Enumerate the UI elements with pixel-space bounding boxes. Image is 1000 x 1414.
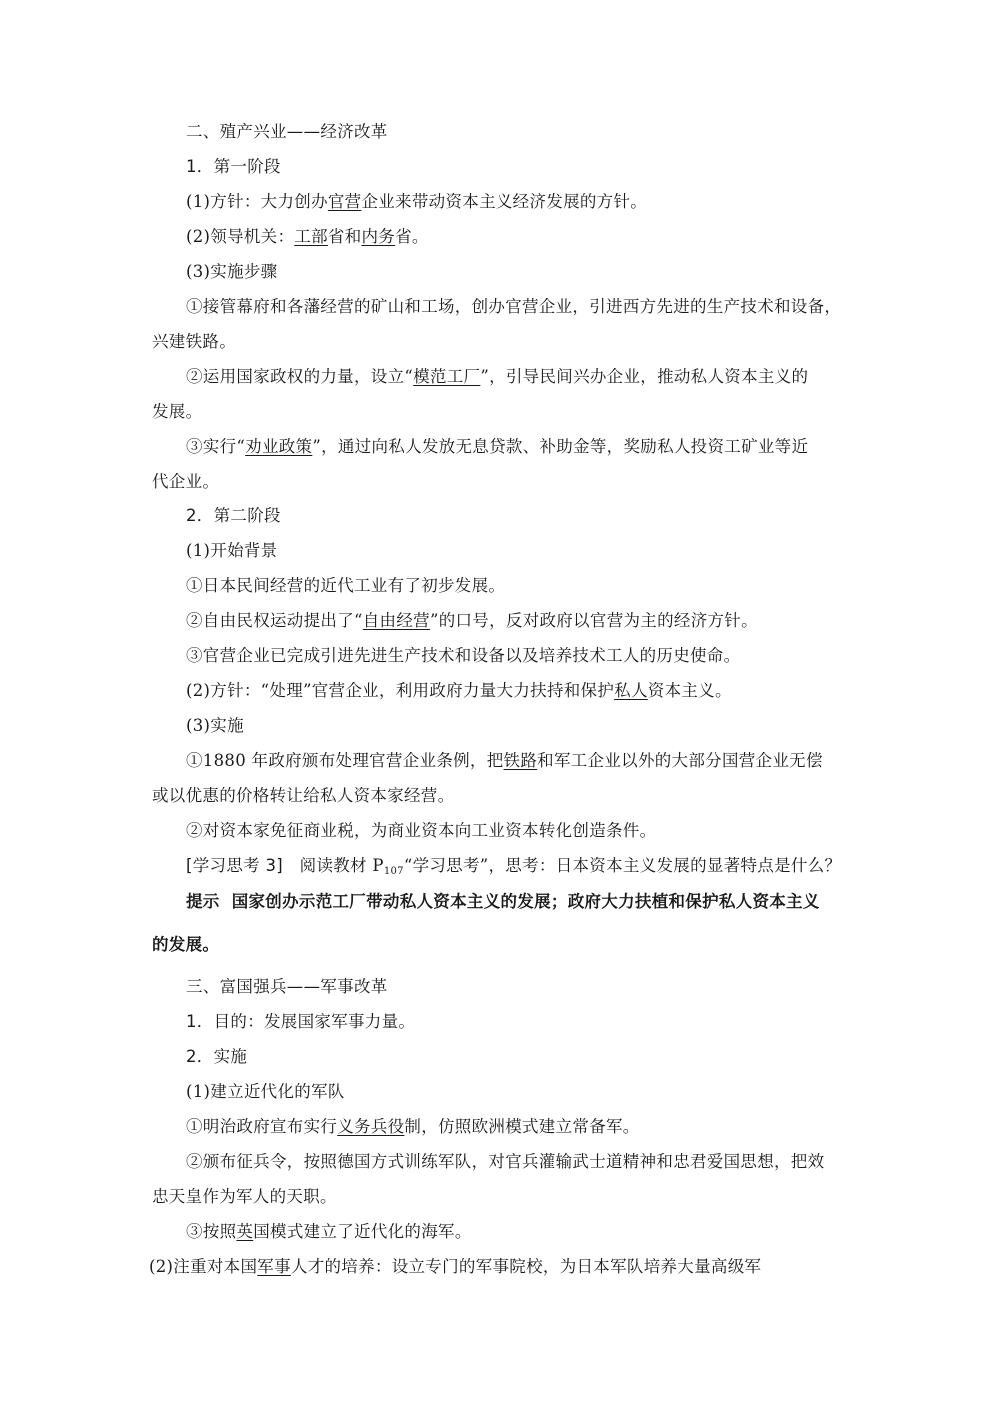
stage1-organization <box>186 226 886 248</box>
text: ”的口号，反对政府以官营为主的经济方针。 <box>429 611 758 630</box>
goal-label: 1．目的： <box>186 1012 264 1031</box>
text: (1)方针：大力创办 <box>186 192 328 211</box>
section-title-military-reform: 三、富国强兵——军事改革 <box>186 977 388 996</box>
army-item-2-line1: ②颁布征兵令，按照德国方式训练军队，对官兵灌输武士道精神和忠君爱国思想，把效 <box>186 1152 825 1171</box>
text: 省和 <box>327 227 362 246</box>
underlined-term: 私人 <box>614 681 648 700</box>
text: 和军工企业以外的大部分国营企业无偿 <box>537 751 823 770</box>
stage1-step2-line1 <box>186 366 886 388</box>
stage1-step1-line2: 兴建铁路。 <box>152 332 236 351</box>
text: ③实行“ <box>186 437 246 456</box>
study-question-label: [学习思考 3] <box>186 856 284 875</box>
stage1-title: 1．第一阶段 <box>186 157 281 176</box>
stage2-background-3: ③官营企业已完成引进先进生产技术和设备以及培养技术工人的历史使命。 <box>186 646 741 665</box>
page-number: 107 <box>383 866 404 877</box>
hint-label: 提示 <box>186 892 220 911</box>
stage2-background-title: (1)开始背景 <box>186 541 278 560</box>
text: 阅读教材 P <box>299 856 384 875</box>
text: 国模式建立了近代化的海军。 <box>253 1222 472 1241</box>
stage1-step3-line2: 代企业。 <box>152 472 220 491</box>
text: ”，引导民间兴办企业，推动私人资本主义的 <box>480 367 809 386</box>
stage1-step2-line2: 发展。 <box>152 402 203 421</box>
underlined-term: 英 <box>236 1222 254 1241</box>
text: 发展国家军事力量。 <box>264 1012 416 1031</box>
hint-line1 <box>186 891 886 913</box>
text: “学习思考”，思考：日本资本主义发展的显著特点是什么？ <box>403 856 842 875</box>
underlined-term: 义务兵役 <box>337 1117 405 1136</box>
text: ②自由民权运动提出了“ <box>186 611 363 630</box>
stage2-background-1: ①日本民间经营的近代工业有了初步发展。 <box>186 576 506 595</box>
study-question <box>186 855 886 883</box>
stage1-steps-title: (3)实施步骤 <box>186 262 278 281</box>
underlined-term: 自由经营 <box>362 611 430 630</box>
army-item-3 <box>186 1221 886 1243</box>
underlined-term: 铁路 <box>503 751 538 770</box>
army-item-1 <box>186 1116 886 1138</box>
underlined-term: 工部 <box>294 227 328 246</box>
stage2-impl1-line1 <box>186 750 886 772</box>
stage1-step1-line1: ①接管幕府和各藩经营的矿山和工场，创办官营企业，引进西方先进的生产技术和设备， <box>186 297 842 316</box>
text: (2)方针：“处理”官营企业，利用政府力量大力扶持和保护 <box>186 681 615 700</box>
text: ”，通过向私人发放无息贷款、补助金等，奖励私人投资工矿业等近 <box>312 437 809 456</box>
text: ③按照 <box>186 1222 237 1241</box>
text: (2)注重对本国 <box>149 1257 258 1276</box>
stage2-implementation-title: (3)实施 <box>186 716 244 735</box>
military-talent <box>149 1256 849 1278</box>
text: 人才的培养：设立专门的军事院校，为日本军队培养大量高级军 <box>290 1257 762 1276</box>
military-implementation-title: 2．实施 <box>186 1047 248 1066</box>
text: ①1880 年政府颁布处理官营企业条例，把 <box>186 751 504 770</box>
underlined-term: 模范工厂 <box>413 367 481 386</box>
stage2-impl2: ②对资本家免征商业税，为商业资本向工业资本转化创造条件。 <box>186 821 657 840</box>
text: ①明治政府宣布实行 <box>186 1117 338 1136</box>
stage2-impl1-line2: 或以优惠的价格转让给私人资本家经营。 <box>152 786 455 805</box>
text: 资本主义。 <box>647 681 732 700</box>
stage2-policy <box>186 680 886 702</box>
hint-text: 国家创办示范工厂带动私人资本主义的发展；政府大力扶植和保护私人资本主义 <box>231 892 820 911</box>
text: ②运用国家政权的力量，设立“ <box>186 367 414 386</box>
section-title-economic-reform: 二、殖产兴业——经济改革 <box>186 122 388 141</box>
army-title: (1)建立近代化的军队 <box>186 1082 345 1101</box>
stage1-step3-line1 <box>186 436 886 458</box>
army-item-2-line2: 忠天皇作为军人的天职。 <box>152 1187 337 1206</box>
stage1-policy <box>186 191 886 213</box>
text: 制，仿照欧洲模式建立常备军。 <box>404 1117 640 1136</box>
text: 省。 <box>395 227 429 246</box>
text: (2)领导机关： <box>186 227 295 246</box>
text: 企业来带动资本主义经济发展的方针。 <box>361 192 648 211</box>
hint-line2: 的发展。 <box>152 935 220 954</box>
underlined-term: 内务 <box>361 227 396 246</box>
underlined-term: 军事 <box>257 1257 291 1276</box>
underlined-term: 劝业政策 <box>245 437 313 456</box>
stage2-title: 2．第二阶段 <box>186 506 281 525</box>
stage2-background-2 <box>186 610 886 632</box>
underlined-term: 官营 <box>327 192 362 211</box>
military-goal <box>186 1011 886 1033</box>
